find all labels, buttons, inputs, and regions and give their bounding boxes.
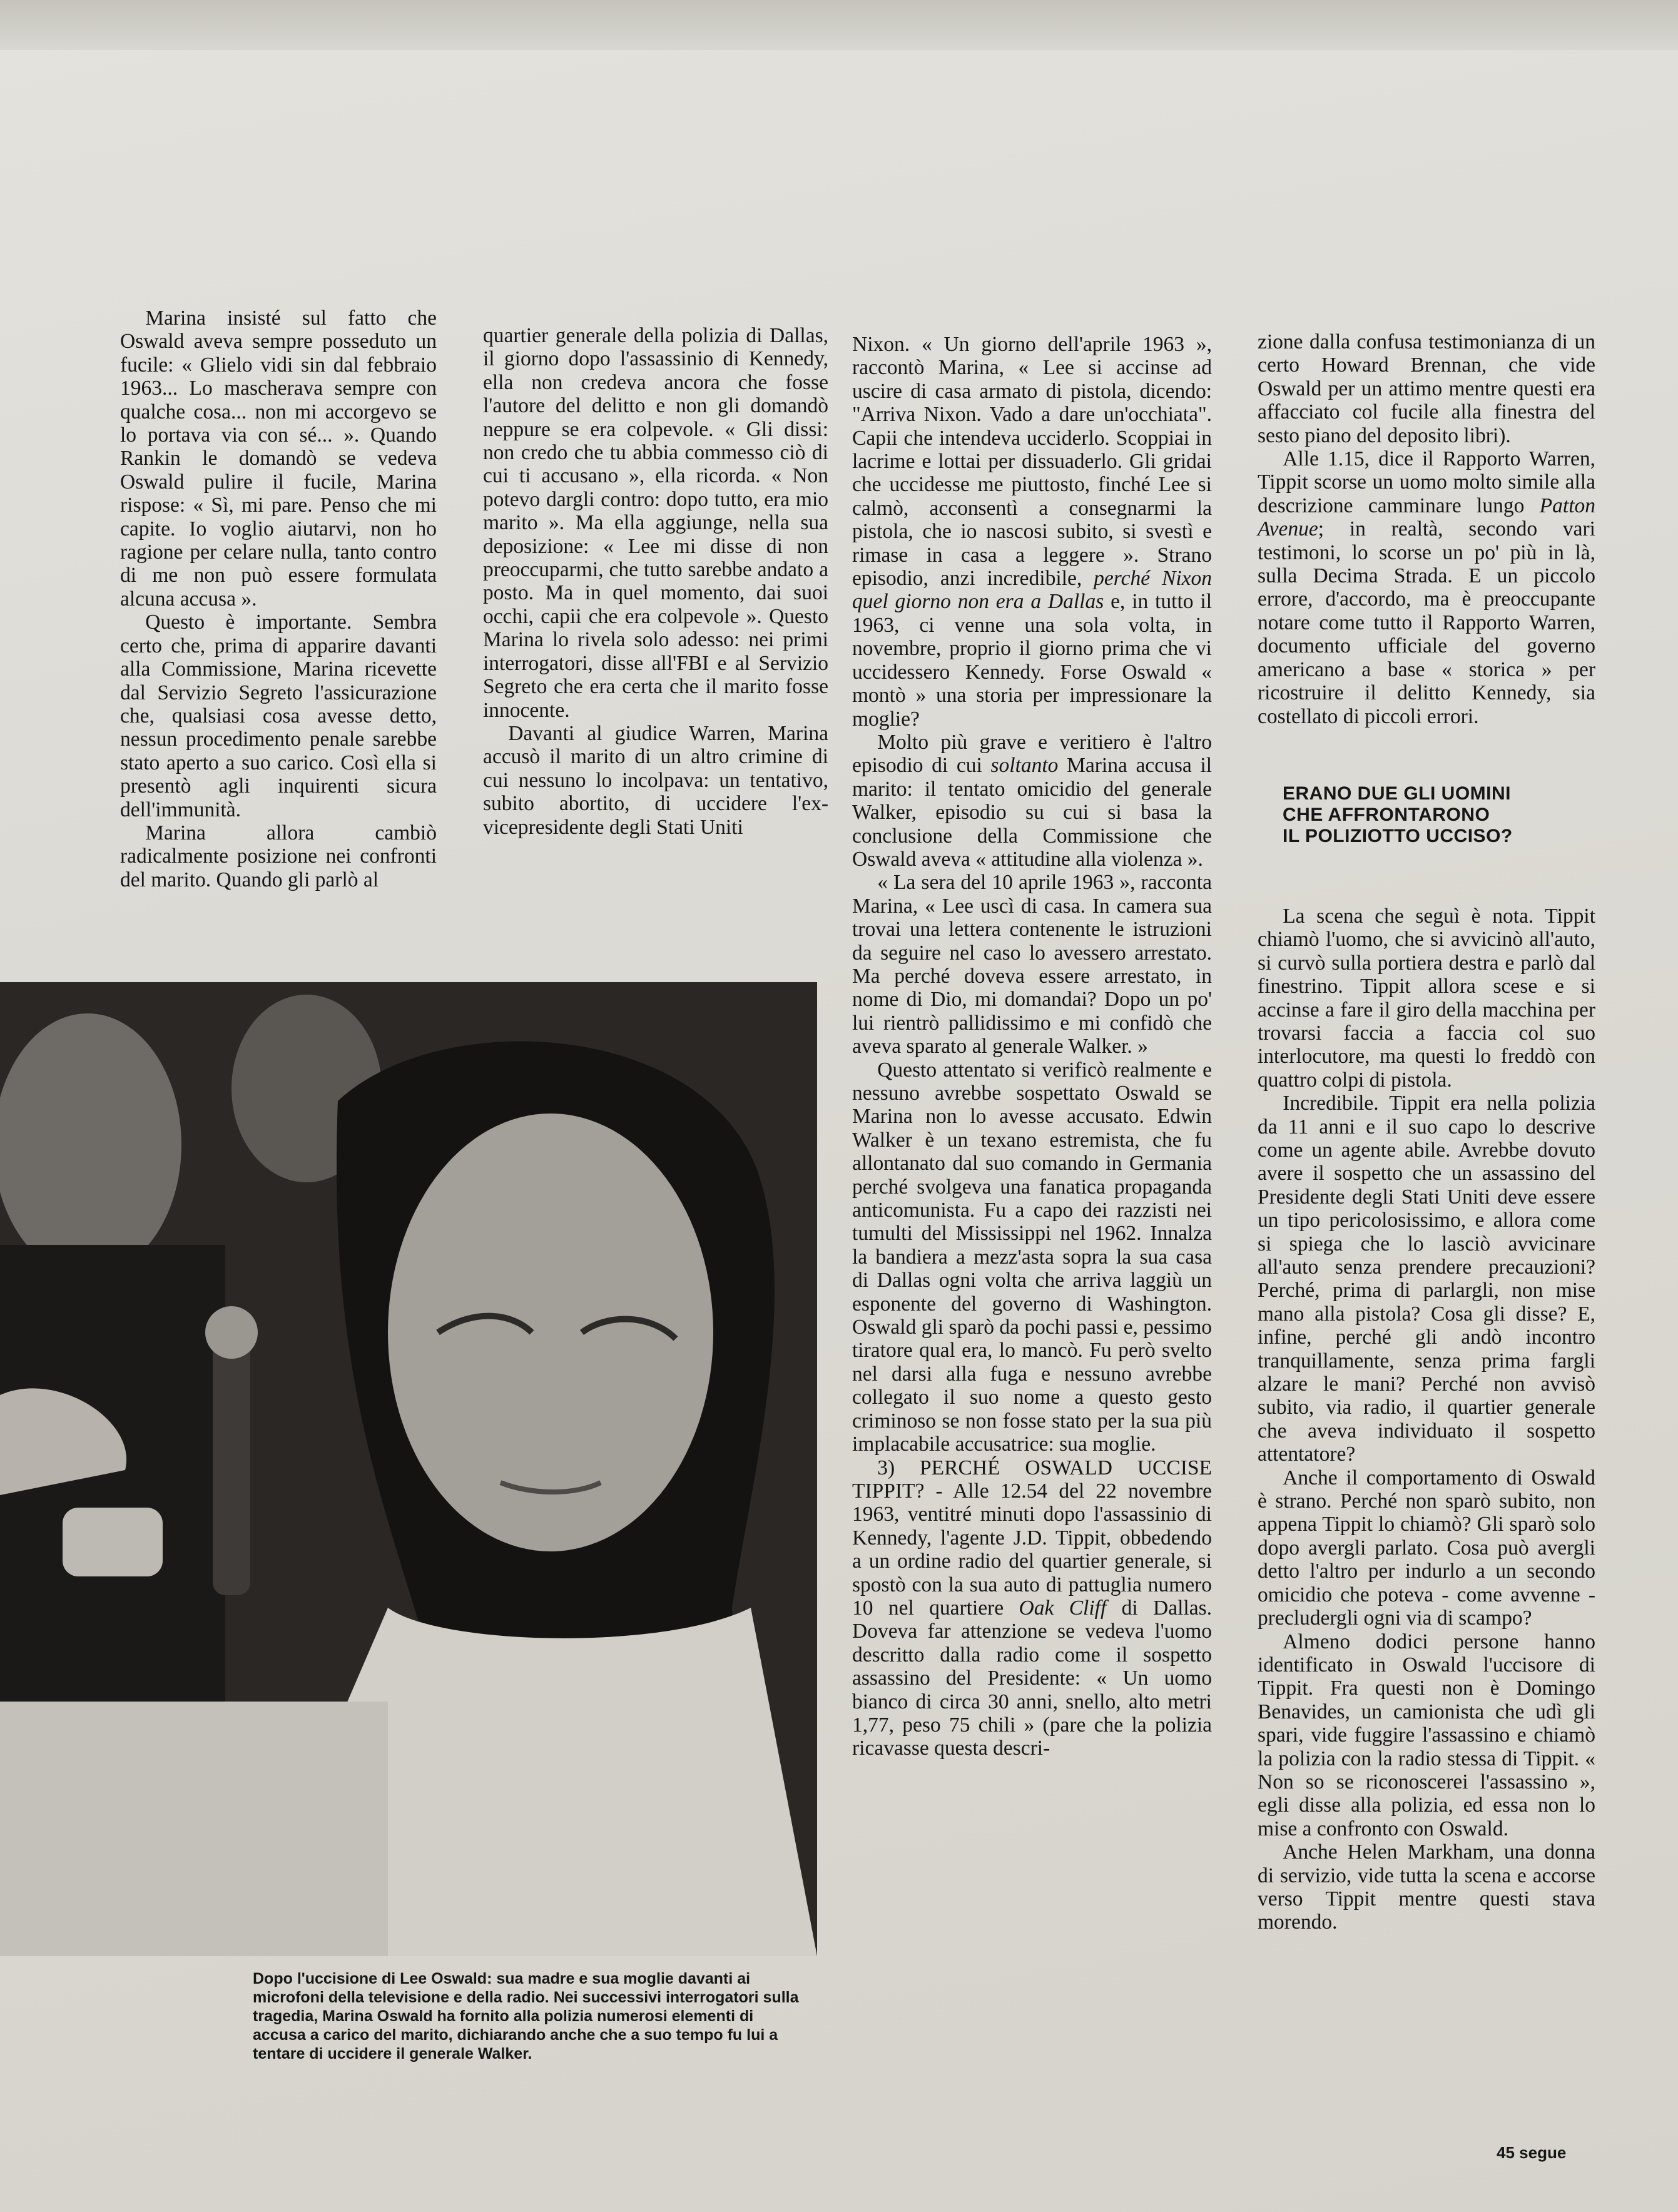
section-heading [1283, 783, 1595, 847]
paragraph: Almeno dodici persone hanno identificato in Oswald l'uccisore di Tippit. Fra questi non è Domingo Benavides, un camionista che udì gli spari, vide fuggire l'assassino e chiamò la polizia con la radio stessa di Tippit. « Non so se riconoscerei l'assassino », egli disse alla polizia, ed essa non lo mise a confronto con Oswald. [1258, 1630, 1595, 1840]
paragraph: Anche il comportamento di Oswald è strano. Perché non sparò subito, non appena Tippit lo chiamò? Gli sparò solo dopo avergli parlato. Cosa può avergli detto l'altro per indurlo a un secondo omicidio che poteva - come avvenne - precludergli ogni via di scampo? [1258, 1466, 1595, 1630]
paragraph: Questo attentato si verificò realmente e nessuno avrebbe sospettato Oswald se Marina non lo avesse accusato. Edwin Walker è un texano estremista, che fu allontanato dal suo comando in Germania perché svolgeva una fanatica propaganda anticomunista. Fu a capo dei razzisti nei tumulti del Mississippi nel 1962. Innalza la bandiera a mezz'asta sopra la sua casa di Dallas ogni volta che arriva laggiù un esponente del governo di Washington. Oswald gli sparò da pochi passi e, pessimo tiratore qual era, lo mancò. Fu però svelto nel darsi alla fuga e nessuno avrebbe collegato il suo nome a questo gesto criminoso se non fosse stato per la sua più implacabile accusatrice: sua moglie. [852, 1058, 1212, 1456]
text-run: e, in tutto il 1963, ci venne una sola volta, in novembre, proprio il giorno prima che vi uccidessero Kennedy. Forse Oswald « montò » una storia per impressionare la moglie? [852, 590, 1213, 731]
paragraph [852, 1456, 1212, 1760]
text-run: Alle 1.15, dice il Rapporto Warren, Tippit scorse un uomo molto simile alla descrizione camminare lungo [1258, 447, 1595, 517]
text-run: Nixon. « Un giorno dell'aprile 1963 », raccontò Marina, « Lee si accinse ad uscire di casa armato di pistola, dicendo: "Arriva Nixon. Vado a dare un'occhiata". Capii che intendeva ucciderlo. Scoppiai in lacrime e lottai per dissuaderlo. Gli gridai che uccidesse me piuttosto, finché Lee si calmò, acconsentì a consegnarmi la pistola, che io nascosi subito, si svestì e rimase in casa a leggere ». Strano episodio, anzi incredibile, [852, 333, 1212, 591]
paragraph: zione dalla confusa testimonianza di un certo Howard Brennan, che vide Oswald per un attimo mentre questi era affacciato col fucile alla finestra del sesto piano del deposito libri). [1258, 330, 1595, 447]
page-fold-shadow [0, 0, 1678, 50]
paragraph: Questo è importante. Sembra certo che, prima di apparire davanti alla Commissione, Marina ricevette dal Servizio Segreto l'assicurazione che, qualsiasi cosa avesse detto, nessun procedimento penale sarebbe stato aperto a suo carico. Così ella si presentò agli inquirenti sicura dell'immunità. [120, 611, 437, 821]
article-column-4 [1258, 330, 1595, 1934]
heading-line: ERANO DUE GLI UOMINI [1283, 783, 1512, 804]
heading-line: CHE AFFRONTARONO [1283, 804, 1490, 825]
text-run: ; in realtà, secondo vari testimoni, lo scorse un po' più in là, sulla Decima Strada. E un piccolo errore, d'accordo, ma è preoccupante notare come tutto il Rapporto Warren, documento ufficiale del governo americano a base « storica » per ricostruire il delitto Kennedy, sia costellato di piccoli errori. [1258, 517, 1595, 728]
paragraph: La scena che seguì è nota. Tippit chiamò l'uomo, che si avvicinò all'auto, si curvò sulla portiera destra e parlò dal finestrino. Tippit allora scese e si accinse a fare il giro della macchina per trovarsi faccia a faccia col suo interlocutore, ma questi lo freddò con quattro colpi di pistola. [1258, 904, 1595, 1092]
paragraph: Davanti al giudice Warren, Marina accusò il marito di un altro crimine di cui nessuno lo incolpava: un tentativo, subito abortito, di uccidere l'ex-vicepresidente degli Stati Uniti [483, 721, 828, 839]
italic-text: Patton Avenue [1258, 494, 1595, 541]
text-run: Molto più grave e veritiero è l'altro episodio di cui [852, 730, 1212, 778]
italic-text: perché Nixon quel giorno non era a Dallas [852, 567, 1213, 614]
paragraph: Marina insisté sul fatto che Oswald aveva sempre posseduto un fucile: « Glielo vidi sin dal febbraio 1963... Lo mascherava sempre con qualche cosa... non mi accorgevo se lo portava via con sé... ». Quando Rankin le domandò se vedeva Oswald pulire il fucile, Marina rispose: « Sì, mi pare. Penso che mi capite. Io voglio aiutarvi, non ho ragione per celare nulla, tanto contro di me non può essere formulata alcuna accusa ». [120, 307, 437, 611]
text-run: 3) PERCHÉ OSWALD UCCISE TIPPIT? - Alle 12.54 del 22 novembre 1963, ventitré minuti dopo l'assassinio di Kennedy, l'agente J.D. Tippit, obbedendo a un ordine radio del quartier generale, si spostò con la sua auto di pattuglia numero 10 nel quartiere [852, 1456, 1212, 1620]
photo-illustration [0, 982, 817, 1956]
paragraph: Incredibile. Tippit era nella polizia da 11 anni e il suo capo lo descrive come un agente abile. Avrebbe dovuto avere il sospetto che un assassino del Presidente degli Stati Uniti deve essere un tipo pericolosissimo, e allora come si spiega che lo lasciò avvicinare all'auto senza prendere precauzioni? Perché, prima di parlargli, non mise mano alla pistola? Cosa gli disse? E, infine, perché gli andò incontro tranquillamente, senza prima fargli alzare le mani? Perché non avvisò subito, via radio, il quartier generale che aveva individuato il sospetto attentatore? [1258, 1092, 1595, 1466]
news-photo [0, 982, 817, 1956]
article-column-2 [483, 324, 828, 839]
article-column-1 [120, 307, 437, 891]
paragraph: Anche Helen Markham, una donna di servizio, vide tutta la scena e accorse verso Tippit mentre questi stava morendo. [1258, 1840, 1595, 1934]
paragraph [1258, 447, 1595, 728]
italic-text: soltanto [990, 754, 1059, 778]
text-run: Marina accusa il marito: il tentato omicidio del generale Walker, episodio su cui si basa la conclusione della Commissione che Oswald aveva « attitudine alla violenza ». [852, 754, 1213, 871]
paragraph [852, 731, 1212, 871]
page-number: 45 segue [1497, 2143, 1567, 2162]
paragraph: Marina allora cambiò radicalmente posizione nei confronti del marito. Quando gli parlò al [120, 821, 437, 891]
text-run: di Dallas. Doveva far attenzione se vedeva l'uomo descritto dalla radio come il sospetto assassino del Presidente: « Un uomo bianco di circa 30 anni, snello, alto metri 1,77, peso 75 chili » (pare che la polizia ricavasse questa descri- [852, 1596, 1213, 1760]
heading-line: IL POLIZIOTTO UCCISO? [1283, 825, 1513, 846]
paragraph: « La sera del 10 aprile 1963 », racconta Marina, « Lee uscì di casa. In camera sua trovai una lettera contenente le istruzioni da seguire nel caso lo avessero arrestato. Ma perché doveva essere arrestato, in nome di Dio, mi domandai? Dopo un po' lui rientrò pallidissimo e mi confidò che aveva sparato al generale Walker. » [852, 871, 1212, 1058]
paragraph: quartier generale della polizia di Dallas, il giorno dopo l'assassinio di Kennedy, ella non credeva ancora che fosse l'autore del delitto e non gli domandò neppure se era colpevole. « Gli dissi: non credo che tu abbia commesso ciò di cui ti accusano », ella ricorda. « Non potevo dargli contro: dopo tutto, era mio marito ». Ma ella aggiunge, nella sua deposizione: « Lee mi disse di non preoccuparmi, che tutto sarebbe andato a posto. Ma in quel momento, dai suoi occhi, capii che era colpevole ». Questo Marina lo rivela solo adesso: nei primi interrogatori, disse all'FBI e al Servizio Segreto che era certa che il marito fosse innocente. [483, 324, 828, 722]
paragraph [852, 333, 1212, 731]
article-column-3 [852, 333, 1212, 1760]
italic-text: Oak Cliff [1019, 1596, 1107, 1620]
photo-caption: Dopo l'uccisione di Lee Oswald: sua madre e sua moglie davanti ai microfoni della televisione e della radio. Nei successivi interrogatori sulla tragedia, Marina Oswald ha fornito alla polizia numerosi elementi di accusa a carico del marito, dichiarando anche che a suo tempo fu lui a tentare di uccidere il generale Walker. [253, 1970, 799, 2062]
